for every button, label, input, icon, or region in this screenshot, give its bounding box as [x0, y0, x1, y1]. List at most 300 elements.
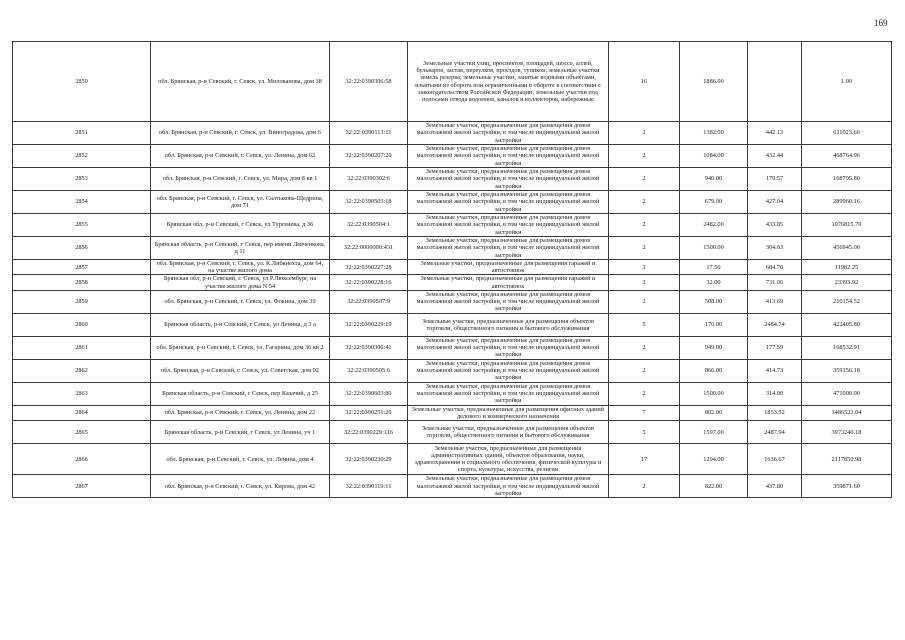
- cadastral-value-cell: [802, 421, 892, 444]
- cadastral-number-cell: [330, 405, 408, 420]
- land-use-text: Земельные участки, предназначенные для размещения домов малоэтажной жилой застройки, в том числе индивидуальной жилой застройки: [416, 122, 600, 144]
- area-text: 170.00: [704, 321, 723, 329]
- row-number-text: 2859: [75, 298, 88, 306]
- cadastral-number-text: 32:22:0390251:20: [345, 409, 392, 417]
- address-cell: [151, 444, 330, 475]
- use-code-cell: [609, 168, 680, 191]
- land-use-text: Земельные участки, предназначенные для размещения домов малоэтажной жилой застройки, в том числе индивидуальной жилой застройки: [416, 360, 600, 382]
- cadastral-number-text: 32:22:0390306:41: [345, 344, 392, 352]
- area-text: 949.00: [704, 344, 723, 352]
- use-code-text: 3: [642, 279, 646, 286]
- cadastral-value-cell: [802, 42, 892, 122]
- cadastral-value-text: 168532.91: [833, 344, 860, 352]
- area-cell: [680, 421, 748, 444]
- land-use-cell: [408, 444, 609, 475]
- land-use-text: Земельные участки улиц, проспектов, площадей, шоссе, аллей, бульваров, застав, переулков, проездов, тупиков; земельные участки земель резерва; земельные участки, занятые водными объектами, изъятыми из оборота или ограниченными в обороте в соответствии с законодательством Российской Федерации; земельные участки под полосами отвода водоемов, каналов и коллекторов, набережные: [415, 59, 601, 103]
- land-use-cell: [408, 122, 609, 145]
- table-row: [13, 237, 892, 260]
- land-use-cell: [408, 475, 609, 498]
- area-cell: [680, 191, 748, 214]
- cadastral-number-cell: [330, 359, 408, 382]
- land-use-text: Земельные участки, предназначенные для размещения гаражей и автостоянок: [420, 275, 596, 290]
- table-row: [13, 382, 892, 405]
- cadastral-number-text: 32:22:0390227:28: [345, 263, 392, 271]
- rate-cell: [748, 405, 802, 420]
- land-use-cell: [408, 275, 609, 290]
- table-row: [13, 275, 892, 290]
- area-text: 802.00: [704, 409, 723, 417]
- rate-text: 427.04: [765, 198, 784, 206]
- land-use-cell: [408, 42, 609, 122]
- cadastral-number-cell: [330, 237, 408, 260]
- row-number: [13, 42, 151, 122]
- area-text: 1500.00: [703, 390, 724, 398]
- address-cell: [151, 191, 330, 214]
- area-text: 508.00: [704, 298, 723, 306]
- area-text: 679.00: [704, 198, 723, 206]
- cadastral-value-text: 168795.80: [833, 175, 860, 183]
- land-use-cell: [408, 237, 609, 260]
- area-text: 822.00: [704, 482, 723, 490]
- use-code-text: 2: [642, 482, 646, 490]
- use-code-text: 7: [642, 409, 646, 417]
- area-cell: [680, 313, 748, 336]
- cadastral-value-cell: [802, 382, 892, 405]
- land-use-cell: [408, 145, 609, 168]
- cadastral-number-cell: [330, 444, 408, 475]
- land-use-text: Земельные участки, предназначенные для размещения домов малоэтажной жилой застройки, в том числе индивидуальной жилой застройки: [416, 475, 600, 497]
- table-row: [13, 313, 892, 336]
- address-cell: [151, 122, 330, 145]
- address-cell: [151, 168, 330, 191]
- rate-text: 2484.74: [764, 321, 785, 329]
- area-cell: [680, 122, 748, 145]
- address-cell: [151, 275, 330, 290]
- row-number-text: 2855: [75, 221, 88, 229]
- land-use-cell: [408, 421, 609, 444]
- address-text: обл. Брянская, р-н Севский, г. Севск, ул. Виноградова, дом 6: [159, 129, 321, 137]
- address-cell: [151, 313, 330, 336]
- cadastral-number-text: 32:22:0390504:1: [346, 221, 391, 229]
- row-number: [13, 313, 151, 336]
- address-text: обл. Брянская, р-н Севский, г. Севск, ул. Фокина, дом 39: [164, 298, 316, 306]
- cadastral-number-text: 32:22:0000000:431: [343, 244, 394, 252]
- cadastral-number-cell: [330, 191, 408, 214]
- area-cell: [680, 260, 748, 275]
- rate-cell: [748, 214, 802, 237]
- address-cell: [151, 405, 330, 420]
- cadastral-value-cell: [802, 336, 892, 359]
- area-cell: [680, 336, 748, 359]
- cadastral-value-cell: [802, 359, 892, 382]
- use-code-cell: [609, 191, 680, 214]
- address-cell: [151, 214, 330, 237]
- cadastral-number-text: 32:22:0390503:18: [345, 198, 392, 206]
- area-cell: [680, 237, 748, 260]
- cadastral-number-text: 32:22:0390113:11: [345, 129, 392, 137]
- use-code-text: 17: [640, 455, 648, 463]
- land-use-text: Земельные участки, предназначенные для размещения объектов торговли, общественного питания и бытового обслуживания: [421, 317, 595, 332]
- land-use-text: Земельные участки, предназначенные для размещения административных зданий, объектов образования, науки, здравоохранения и социального обеспечения, физической культуры и спорта, культуры, искусства, религии: [414, 444, 602, 474]
- use-code-text: 5: [642, 321, 646, 329]
- land-use-text: Земельные участки, предназначенные для размещения домов малоэтажной жилой застройки, в том числе индивидуальной жилой застройки: [416, 168, 600, 190]
- row-number: [13, 122, 151, 145]
- table-row: [13, 145, 892, 168]
- table-row: [13, 359, 892, 382]
- rate-text: 1636.67: [764, 455, 785, 463]
- land-use-text: Земельные участки, предназначенные для размещения гаражей и автостоянок: [420, 260, 596, 275]
- rate-text: 414.73: [765, 367, 784, 375]
- row-number: [13, 214, 151, 237]
- rate-text: 432.44: [765, 152, 784, 160]
- rate-cell: [748, 444, 802, 475]
- cadastral-value-text: 11982.25: [834, 263, 859, 271]
- land-use-text: Земельные участки, предназначенные для размещения домов малоэтажной жилой застройки, в том числе индивидуальной жилой застройки: [416, 145, 600, 167]
- row-number: [13, 475, 151, 498]
- use-code-text: 2: [642, 175, 646, 183]
- cadastral-value-text: 210154.52: [833, 298, 860, 306]
- cadastral-value-cell: [802, 475, 892, 498]
- land-use-cell: [408, 214, 609, 237]
- cadastral-value-text: 1076815.70: [831, 221, 862, 229]
- cadastral-number-cell: [330, 290, 408, 313]
- rate-text: 1853.52: [764, 409, 785, 417]
- rate-cell: [748, 145, 802, 168]
- row-number: [13, 444, 151, 475]
- row-number-text: 2857: [75, 263, 88, 271]
- land-use-cell: [408, 359, 609, 382]
- land-use-cell: [408, 290, 609, 313]
- use-code-cell: [609, 290, 680, 313]
- address-text: Брянская область, р-н Севский, г Севск, пер Казачий, д 25: [162, 390, 318, 398]
- use-code-cell: [609, 214, 680, 237]
- area-text: 1382.00: [703, 129, 724, 137]
- cadastral-value-cell: [802, 145, 892, 168]
- rate-cell: [748, 42, 802, 122]
- land-use-cell: [408, 168, 609, 191]
- address-text: обл. Брянская, р-н Севский, г. Севск, ул. Гагарина, дом 36 кв 2: [156, 344, 324, 352]
- rate-cell: [748, 475, 802, 498]
- cadastral-number-cell: [330, 475, 408, 498]
- cadastral-value-text: 3973240.18: [831, 428, 862, 436]
- land-use-cell: [408, 336, 609, 359]
- cadastral-value-cell: [802, 122, 892, 145]
- use-code-cell: [609, 237, 680, 260]
- rate-text: 314.00: [765, 390, 784, 398]
- cadastral-number-text: 32:22:0390507:9: [346, 298, 391, 306]
- cadastral-value-text: 289960.16: [833, 198, 860, 206]
- row-number: [13, 405, 151, 420]
- address-text: обл. Брянская, р-н Севский, г. Севск, ул. Кирова, дом 42: [164, 482, 316, 490]
- cadastral-value-cell: [802, 260, 892, 275]
- cadastral-value-text: 422405.80: [833, 321, 860, 329]
- cadastral-value-text: 23393.92: [834, 279, 859, 286]
- address-text: обл. Брянская, р-н Севский, г. Севск, ул. Милованова, дом 38: [158, 77, 322, 85]
- rate-cell: [748, 191, 802, 214]
- row-number-text: 2863: [75, 390, 88, 398]
- land-use-text: Земельные участки, предназначенные для размещения домов малоэтажной жилой застройки, в том числе индивидуальной жилой застройки: [416, 383, 600, 405]
- area-cell: [680, 475, 748, 498]
- use-code-text: 2: [642, 244, 646, 252]
- cadastral-value-cell: [802, 444, 892, 475]
- row-number: [13, 191, 151, 214]
- table-row: [13, 191, 892, 214]
- area-cell: [680, 382, 748, 405]
- area-text: 17.50: [706, 263, 721, 271]
- row-number-text: 2850: [75, 77, 88, 85]
- address-text: обл. Брянская, р-н Севский, г. Севск, ул. Мира, дом 8 кв 1: [162, 175, 318, 183]
- area-text: 1597.00: [703, 428, 724, 436]
- use-code-cell: [609, 336, 680, 359]
- cadastral-value-cell: [802, 214, 892, 237]
- use-code-cell: [609, 42, 680, 122]
- table-row: [13, 444, 892, 475]
- row-number: [13, 421, 151, 444]
- rate-text: 413.69: [765, 298, 784, 306]
- row-number: [13, 260, 151, 275]
- use-code-cell: [609, 145, 680, 168]
- cadastral-number-text: 32:22:0390505:6: [346, 367, 391, 375]
- use-code-cell: [609, 275, 680, 290]
- address-cell: [151, 421, 330, 444]
- cadastral-number-text: 32:22:0390603:80: [345, 390, 392, 398]
- row-number-text: 2861: [75, 344, 88, 352]
- address-cell: [151, 145, 330, 168]
- address-text: обл. Брянская, р-н Севский, г. Севск, ул. Ленина, дом 4: [166, 455, 314, 463]
- cadastral-value-text: 611023.66: [833, 129, 860, 137]
- land-use-text: Земельные участки, предназначенные для размещения офисных зданий делового и коммерческого назначения: [411, 405, 605, 421]
- use-code-cell: [609, 122, 680, 145]
- area-text: 940.00: [704, 175, 723, 183]
- address-cell: [151, 475, 330, 498]
- cadastral-number-cell: [330, 421, 408, 444]
- use-code-text: 2: [642, 344, 646, 352]
- cadastral-value-cell: [802, 405, 892, 420]
- rate-text: 179.57: [765, 175, 784, 183]
- use-code-text: 3: [642, 263, 646, 271]
- address-cell: [151, 382, 330, 405]
- page-number: 169: [874, 18, 888, 28]
- cadastral-number-cell: [330, 145, 408, 168]
- land-use-text: Земельные участки, предназначенные для размещения домов малоэтажной жилой застройки, в том числе индивидуальной жилой застройки: [416, 191, 600, 213]
- row-number-text: 2866: [75, 455, 88, 463]
- area-cell: [680, 405, 748, 420]
- use-code-text: 2: [642, 390, 646, 398]
- use-code-cell: [609, 359, 680, 382]
- area-cell: [680, 168, 748, 191]
- row-number: [13, 290, 151, 313]
- cadastral-number-text: 32:22:0390230:29: [345, 455, 392, 463]
- area-text: 1084.00: [703, 152, 724, 160]
- rate-text: 177.59: [765, 344, 784, 352]
- cadastral-value-cell: [802, 168, 892, 191]
- address-text: Брянская область, р-н Севский, г Севск, ул Ленина, уч 1: [164, 428, 316, 436]
- land-use-cell: [408, 382, 609, 405]
- row-number: [13, 237, 151, 260]
- use-code-cell: [609, 475, 680, 498]
- use-code-cell: [609, 444, 680, 475]
- address-text: Брянская область, р-н Севский, г Севск, пер имени Левченкова, д 11: [154, 240, 326, 255]
- address-text: Брянская обл, р-н Севский, г. Севск, ул Р.Люксембург, на участке жилого дома N 54: [163, 275, 317, 290]
- cadastral-number-text: 32:22:0390302:6: [346, 175, 391, 183]
- land-use-cell: [408, 260, 609, 275]
- cadastral-number-text: 32:22:0390229:116: [343, 428, 394, 436]
- rate-text: 433.85: [765, 221, 784, 229]
- table-row: [13, 421, 892, 444]
- row-number-text: 2860: [75, 321, 88, 329]
- rate-text: 437.80: [765, 482, 784, 490]
- row-number-text: 2853: [75, 175, 88, 183]
- rate-cell: [748, 237, 802, 260]
- use-code-text: 5: [642, 428, 646, 436]
- use-code-text: 2: [642, 367, 646, 375]
- row-number: [13, 145, 151, 168]
- table-row: [13, 405, 892, 420]
- cadastral-number-cell: [330, 275, 408, 290]
- cadastral-value-cell: [802, 237, 892, 260]
- rate-text: 684.70: [765, 263, 784, 271]
- address-cell: [151, 237, 330, 260]
- cadastral-number-cell: [330, 336, 408, 359]
- rate-cell: [748, 421, 802, 444]
- row-number-text: 2865: [75, 428, 88, 436]
- row-number-text: 2856: [75, 244, 88, 252]
- rate-text: 2487.94: [764, 428, 785, 436]
- use-code-cell: [609, 405, 680, 420]
- table-body: [13, 42, 892, 498]
- address-text: Брянская обл, р-н Севский, г Севск, ул Тургенева, д 36: [166, 221, 314, 229]
- cadastral-value-cell: [802, 313, 892, 336]
- use-code-text: 2: [642, 221, 646, 229]
- rate-text: 731.06: [765, 279, 784, 286]
- area-text: 1294.00: [703, 455, 724, 463]
- cadastral-number-cell: [330, 214, 408, 237]
- rate-cell: [748, 382, 802, 405]
- cadastral-value-cell: [802, 290, 892, 313]
- address-cell: [151, 260, 330, 275]
- row-number-text: 2867: [75, 482, 88, 490]
- cadastral-number-text: 32:22:0390228:16: [345, 279, 392, 286]
- rate-cell: [748, 275, 802, 290]
- land-use-text: Земельные участки, предназначенные для размещения домов малоэтажной жилой застройки, в том числе индивидуальной жилой застройки: [416, 337, 600, 359]
- rate-cell: [748, 313, 802, 336]
- rate-cell: [748, 290, 802, 313]
- cadastral-value-text: 2117850.98: [831, 455, 862, 463]
- cadastral-value-text: 1.00: [840, 77, 853, 85]
- table-row: [13, 122, 892, 145]
- area-text: 2482.00: [703, 221, 724, 229]
- rate-cell: [748, 122, 802, 145]
- cadastral-number-text: 32:22:0390229:19: [345, 321, 392, 329]
- rate-cell: [748, 168, 802, 191]
- land-use-text: Земельные участки, предназначенные для размещения домов малоэтажной жилой застройки, в том числе индивидуальной жилой застройки: [416, 214, 600, 236]
- row-number: [13, 336, 151, 359]
- address-text: обл. Брянская, р-н Севский, г. Севск, ул. Ленина, дом 22: [164, 409, 316, 417]
- land-use-text: Земельные участки, предназначенные для размещения объектов торговли, общественного питания и бытового обслуживания: [421, 425, 595, 440]
- area-cell: [680, 290, 748, 313]
- address-cell: [151, 290, 330, 313]
- cadastral-value-text: 456945.00: [833, 244, 860, 252]
- address-cell: [151, 359, 330, 382]
- table-row: [13, 168, 892, 191]
- rate-cell: [748, 336, 802, 359]
- use-code-text: 2: [642, 298, 646, 306]
- land-registry-table: [12, 41, 892, 498]
- cadastral-value-text: 471000.00: [833, 390, 860, 398]
- use-code-cell: [609, 421, 680, 444]
- cadastral-number-cell: [330, 168, 408, 191]
- area-cell: [680, 42, 748, 122]
- row-number: [13, 382, 151, 405]
- land-use-text: Земельные участки, предназначенные для размещения домов малоэтажной жилой застройки, в том числе индивидуальной жилой застройки: [416, 237, 600, 259]
- area-text: 1886.00: [703, 77, 724, 85]
- cadastral-number-cell: [330, 313, 408, 336]
- land-use-text: Земельные участки, предназначенные для размещения домов малоэтажной жилой застройки, в том числе индивидуальной жилой застройки: [416, 291, 600, 313]
- row-number-text: 2851: [75, 129, 88, 137]
- cadastral-value-text: 468764.96: [833, 152, 860, 160]
- row-number-text: 2854: [75, 198, 88, 206]
- cadastral-value-text: 1486523.04: [831, 409, 862, 417]
- row-number-text: 2858: [75, 279, 88, 286]
- area-cell: [680, 359, 748, 382]
- address-text: обл. Брянская, р-н Севский, г. Севск, ул. Салтыкова-Щедрина, дом 71: [156, 194, 324, 209]
- cadastral-number-cell: [330, 42, 408, 122]
- table-row: [13, 290, 892, 313]
- cadastral-number-cell: [330, 382, 408, 405]
- cadastral-value-cell: [802, 275, 892, 290]
- area-cell: [680, 275, 748, 290]
- area-cell: [680, 214, 748, 237]
- use-code-text: 2: [642, 129, 646, 137]
- table-row: [13, 42, 892, 122]
- use-code-cell: [609, 382, 680, 405]
- use-code-text: 2: [642, 198, 646, 206]
- row-number-text: 2862: [75, 367, 88, 375]
- cadastral-value-text: 359156.18: [833, 367, 860, 375]
- row-number-text: 2852: [75, 152, 88, 160]
- address-text: обл. Брянская, р-н Севский, г. Севск, ул. Советская, дом 92: [161, 367, 319, 375]
- table-row: [13, 214, 892, 237]
- address-cell: [151, 336, 330, 359]
- cadastral-number-text: 32:22:0390119:11: [345, 482, 392, 490]
- use-code-cell: [609, 260, 680, 275]
- land-use-cell: [408, 405, 609, 420]
- cadastral-number-text: 32:22:0390207:20: [345, 152, 392, 160]
- use-code-cell: [609, 313, 680, 336]
- area-cell: [680, 145, 748, 168]
- table-row: [13, 336, 892, 359]
- table-row: [13, 475, 892, 498]
- address-cell: [151, 42, 330, 122]
- cadastral-value-text: 359871.60: [833, 482, 860, 490]
- area-cell: [680, 444, 748, 475]
- area-text: 32.00: [706, 279, 721, 286]
- row-number: [13, 168, 151, 191]
- row-number: [13, 275, 151, 290]
- row-number: [13, 359, 151, 382]
- address-text: Брянская область, р-н Севский, г Севск, ул Ленина, д 3 а: [164, 321, 316, 329]
- rate-cell: [748, 359, 802, 382]
- cadastral-number-cell: [330, 122, 408, 145]
- row-number-text: 2864: [75, 409, 88, 417]
- table-row: [13, 260, 892, 275]
- cadastral-number-text: 32:22:0390306:58: [345, 77, 392, 85]
- area-text: 866.00: [704, 367, 723, 375]
- use-code-text: 16: [640, 77, 648, 85]
- address-text: обл. Брянская, р-н Севский, г. Севск, ул. Ленина, дом 62: [164, 152, 316, 160]
- rate-cell: [748, 260, 802, 275]
- use-code-text: 2: [642, 152, 646, 160]
